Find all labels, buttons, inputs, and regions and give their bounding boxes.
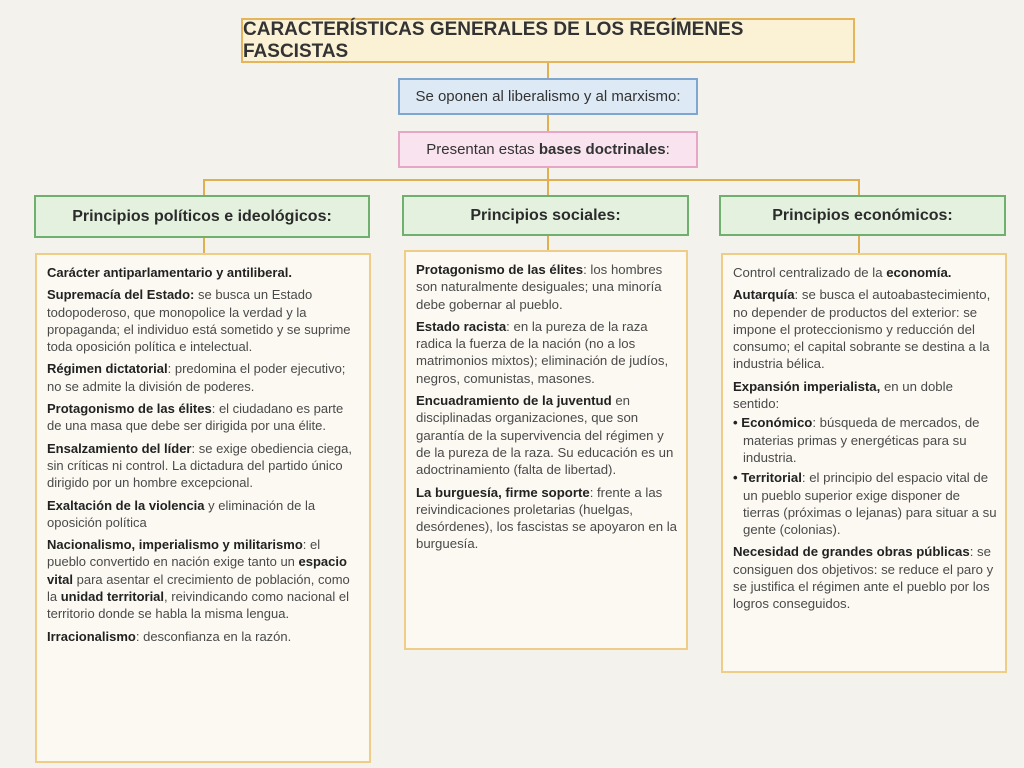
political-card: [35, 253, 371, 763]
connector-branch-mid: [547, 179, 549, 195]
social-item: Estado racista: en la pureza de la raza radica la fuerza de la nación (no a los matrimonios mixtos); eliminación de judíos, negros, comunistas, masones.: [416, 318, 669, 386]
economic-card: [721, 253, 1007, 673]
social-item: La burguesía, firme soporte: frente a las reivindicaciones proletarias (huelgas, desórdenes), los fascistas se apoyaron en la burguesía.: [416, 484, 677, 552]
oppose-box: [398, 78, 698, 115]
political-item: Irracionalismo: desconfianza en la razón.: [47, 628, 292, 644]
economic-header-text: Principios económicos:: [772, 206, 953, 224]
economic-item: Necesidad de grandes obras públicas: se consiguen dos objetivos: se reduce el paro y se justifica el régimen ante el pueblo por los logros conseguidos.: [733, 544, 994, 612]
connector-oppose-bases: [547, 115, 549, 131]
political-item: Régimen dictatorial: predomina el poder ejecutivo; no se admite la división de poderes.: [47, 361, 346, 394]
political-item: Nacionalismo, imperialismo y militarismo: el pueblo convertido en nación exige tanto un espacio vital para asentar el crecimiento de población, como la unidad territorial, reivindicando como nacional el territorio donde se habla la misma lengua.: [47, 537, 350, 622]
diagram-title-text: CARACTERÍSTICAS GENERALES DE LOS REGÍMENES FASCISTAS: [243, 18, 744, 62]
connector-right-card: [858, 236, 860, 253]
political-header-text: Principios políticos e ideológicos:: [72, 207, 332, 225]
economic-bullet: • Económico: búsqueda de mercados, de materias primas y energéticas para su industria.: [733, 415, 980, 465]
political-item: Supremacía del Estado: se busca un Estado todopoderoso, que monopolice la verdad y la propaganda; el individuo está sometido y se suprime toda oposición política e intelectual.: [47, 287, 351, 355]
political-item: Exaltación de la violencia y eliminación de la oposición política: [47, 497, 316, 530]
connector-left-card: [203, 238, 205, 253]
political-item: Carácter antiparlamentario y antiliberal.: [47, 265, 292, 280]
social-card: [404, 250, 688, 650]
political-item: Protagonismo de las élites: el ciudadano es parte de una masa que debe ser dirigida por una élite.: [47, 401, 344, 434]
social-item: Protagonismo de las élites: los hombres son naturalmente desiguales; una minoría debe gobernar al pueblo.: [416, 262, 663, 312]
social-item: Encuadramiento de la juventud en disciplinadas organizaciones, que son garantía de la supervivencia del régimen y de la pureza de la raza. Su educación es un adoctrinamiento (falta de libertad).: [416, 393, 674, 478]
bases-box: [398, 131, 698, 168]
social-header-text: Principios sociales:: [470, 206, 621, 224]
connector-branch-right: [858, 179, 860, 195]
connector-branch-left: [203, 179, 205, 195]
economic-item: Expansión imperialista, en un doble sentido:: [733, 378, 953, 412]
connector-mid-card: [547, 236, 549, 250]
economic-item: Autarquía: se busca el autoabastecimiento, no depender de productos del exterior: se impone el proteccionismo y reducción del consumo; el capital sobrante se destina a la industria bélica.: [733, 287, 991, 372]
diagram-title: [241, 18, 855, 63]
political-item: Ensalzamiento del líder: se exige obediencia ciega, sin críticas ni control. La dictadura del partido único dirigido por un hombre excepcional.: [47, 440, 352, 491]
political-header: [34, 195, 370, 238]
connector-title-oppose: [547, 63, 549, 78]
economic-item: Control centralizado de la economía.: [733, 265, 952, 280]
oppose-text: Se oponen al liberalismo y al marxismo:: [415, 88, 681, 105]
bases-text: Presentan estas bases doctrinales:: [426, 141, 670, 158]
social-header: [402, 195, 689, 236]
connector-branch-horizontal: [203, 179, 860, 181]
economic-header: [719, 195, 1006, 236]
economic-bullet: • Territorial: el principio del espacio vital de un pueblo superior exige disponer de tierras (próximas o lejanas) para situar a su gente (colonias).: [733, 470, 997, 538]
